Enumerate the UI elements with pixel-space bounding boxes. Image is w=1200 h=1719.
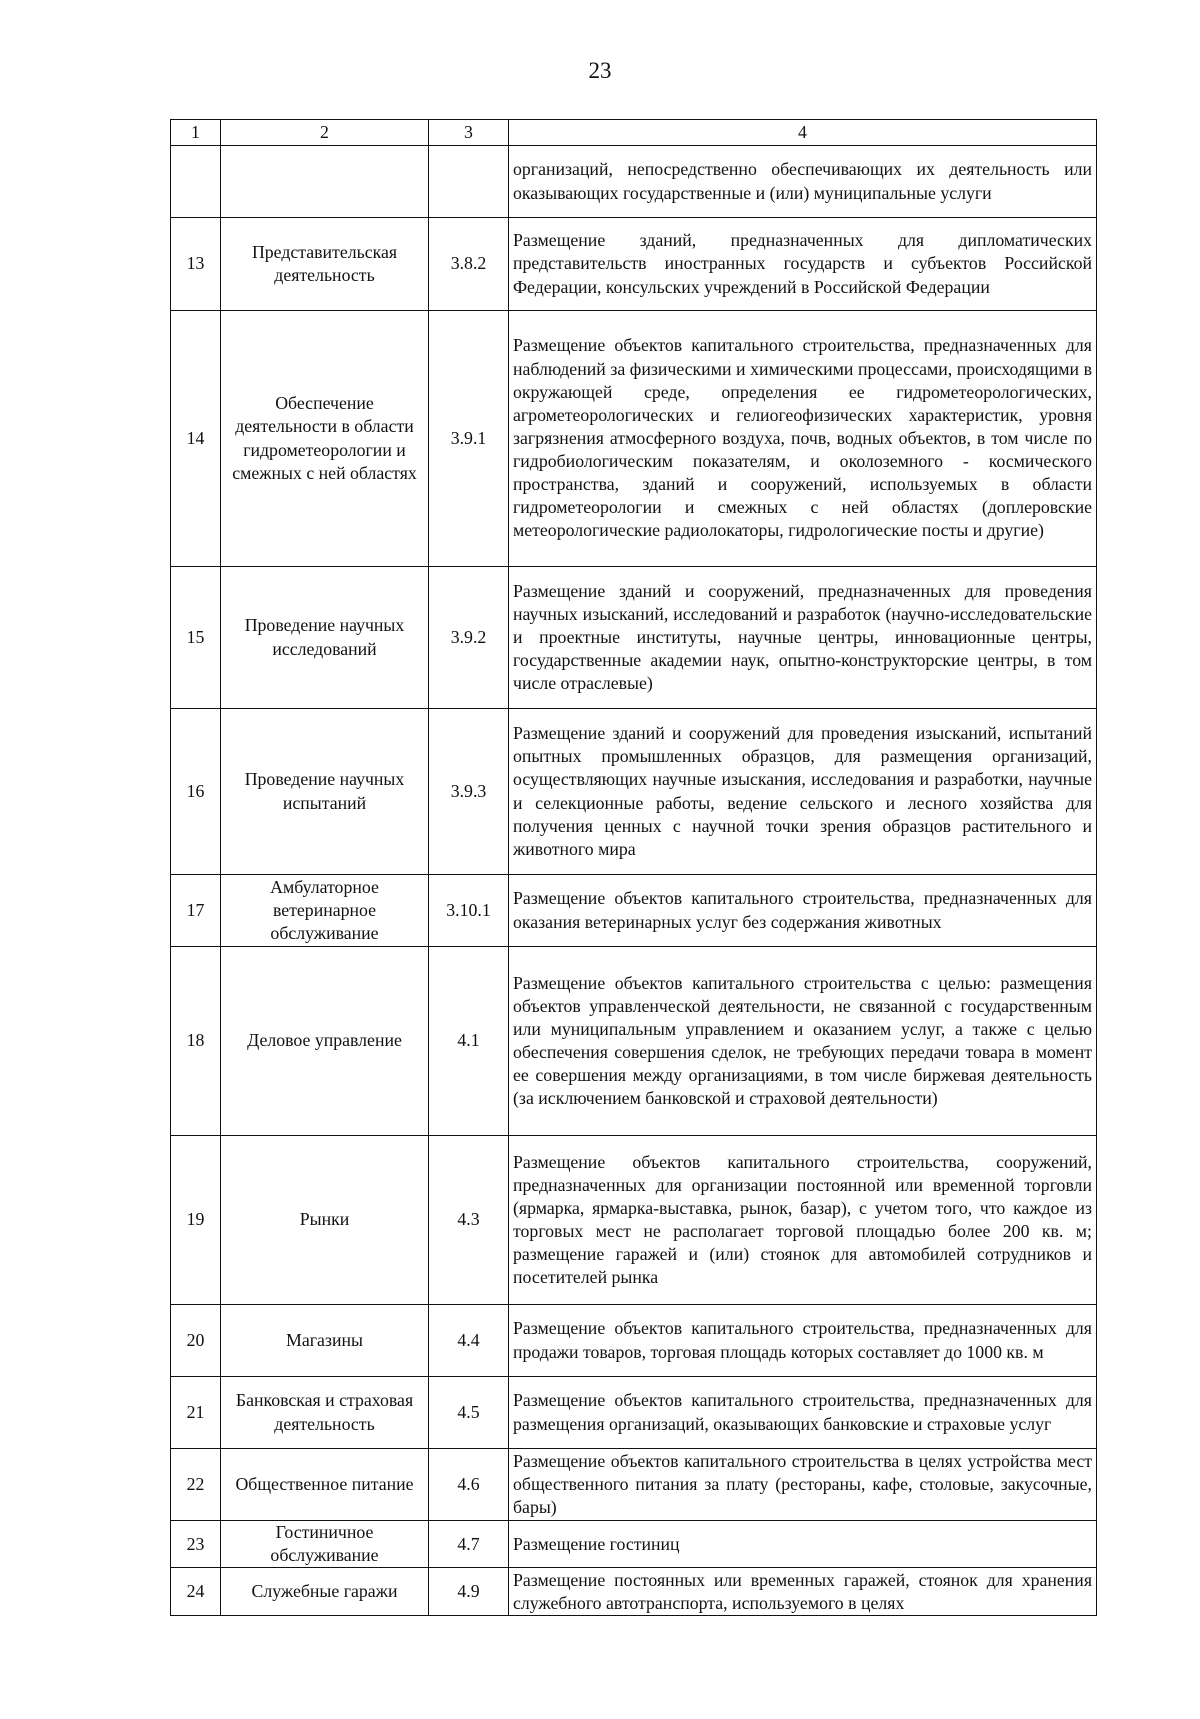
row-code: 4.6 bbox=[429, 1449, 509, 1521]
row-name: Обеспечение деятельности в области гидрометеорологии и смежных с ней областях bbox=[221, 311, 429, 567]
table-row bbox=[171, 1136, 1097, 1305]
row-code: 3.9.2 bbox=[429, 567, 509, 709]
row-name: Магазины bbox=[221, 1305, 429, 1377]
header-col-3: 3 bbox=[429, 120, 509, 146]
row-code: 4.3 bbox=[429, 1136, 509, 1305]
row-description: Размещение объектов капитального строительства, предназначенных для оказания ветеринарных услуг без содержания животных bbox=[509, 875, 1097, 947]
row-description: Размещение объектов капитального строительства с целью: размещения объектов управленческой деятельности, не связанной с государственным или муниципальным управлением и оказанием услуг, а также с целью обеспечения совершения сделок, не требующих передачи товара в момент ее совершения между организациями, в том числе биржевая деятельность (за исключением банковской и страховой деятельности) bbox=[509, 947, 1097, 1136]
row-name: Представительская деятельность bbox=[221, 218, 429, 311]
row-code: 4.4 bbox=[429, 1305, 509, 1377]
table-row bbox=[171, 1568, 1097, 1616]
land-use-table bbox=[170, 119, 1097, 1616]
row-number: 19 bbox=[171, 1136, 221, 1305]
row-code: 3.8.2 bbox=[429, 218, 509, 311]
row-code: 3.9.1 bbox=[429, 311, 509, 567]
row-name: Банковская и страховая деятельность bbox=[221, 1377, 429, 1449]
table-row bbox=[171, 875, 1097, 947]
row-code bbox=[429, 146, 509, 218]
row-description: Размещение зданий, предназначенных для дипломатических представительств иностранных государств и субъектов Российской Федерации, консульских учреждений в Российской Федерации bbox=[509, 218, 1097, 311]
header-col-4: 4 bbox=[509, 120, 1097, 146]
row-description: Размещение постоянных или временных гаражей, стоянок для хранения служебного автотранспорта, используемого в целях bbox=[509, 1568, 1097, 1616]
row-code: 4.1 bbox=[429, 947, 509, 1136]
table-row bbox=[171, 567, 1097, 709]
table-row bbox=[171, 1305, 1097, 1377]
row-name: Гостиничное обслуживание bbox=[221, 1521, 429, 1568]
row-number: 18 bbox=[171, 947, 221, 1136]
table-row bbox=[171, 1521, 1097, 1568]
row-description: организаций, непосредственно обеспечивающих их деятельность или оказывающих государственные и (или) муниципальные услуги bbox=[509, 146, 1097, 218]
row-description: Размещение объектов капитального строительства, предназначенных для продажи товаров, торговая площадь которых составляет до 1000 кв. м bbox=[509, 1305, 1097, 1377]
row-number: 16 bbox=[171, 709, 221, 875]
row-number: 22 bbox=[171, 1449, 221, 1521]
header-col-1: 1 bbox=[171, 120, 221, 146]
row-code: 3.10.1 bbox=[429, 875, 509, 947]
table-row bbox=[171, 218, 1097, 311]
row-code: 4.9 bbox=[429, 1568, 509, 1616]
row-number: 21 bbox=[171, 1377, 221, 1449]
row-description: Размещение зданий и сооружений для проведения изысканий, испытаний опытных промышленных образцов, для размещения организаций, осуществляющих научные изыскания, исследования и разработки, научные и селекционные работы, ведение сельского и лесного хозяйства для получения ценных с научной точки зрения образцов растительного и животного мира bbox=[509, 709, 1097, 875]
row-name: Проведение научных испытаний bbox=[221, 709, 429, 875]
row-number: 14 bbox=[171, 311, 221, 567]
row-number: 13 bbox=[171, 218, 221, 311]
row-name: Проведение научных исследований bbox=[221, 567, 429, 709]
row-description: Размещение зданий и сооружений, предназначенных для проведения научных изысканий, исследований и разработок (научно-исследовательские и проектные институты, научные центры, инновационные центры, государственные академии наук, опытно-конструкторские центры, в том числе отраслевые) bbox=[509, 567, 1097, 709]
table-row bbox=[171, 1449, 1097, 1521]
row-number: 17 bbox=[171, 875, 221, 947]
table-header-row bbox=[171, 120, 1097, 146]
table-row bbox=[171, 947, 1097, 1136]
row-number: 20 bbox=[171, 1305, 221, 1377]
row-code: 3.9.3 bbox=[429, 709, 509, 875]
row-code: 4.7 bbox=[429, 1521, 509, 1568]
page-number: 23 bbox=[588, 58, 612, 83]
row-description: Размещение объектов капитального строительства в целях устройства мест общественного питания за плату (рестораны, кафе, столовые, закусочные, бары) bbox=[509, 1449, 1097, 1521]
row-description: Размещение гостиниц bbox=[509, 1521, 1097, 1568]
table-row bbox=[171, 146, 1097, 218]
row-code: 4.5 bbox=[429, 1377, 509, 1449]
row-name: Деловое управление bbox=[221, 947, 429, 1136]
table-row bbox=[171, 709, 1097, 875]
row-number: 23 bbox=[171, 1521, 221, 1568]
row-number: 24 bbox=[171, 1568, 221, 1616]
table-row bbox=[171, 311, 1097, 567]
row-description: Размещение объектов капитального строительства, предназначенных для наблюдений за физическими и химическими процессами, происходящими в окружающей среде, определения ее гидрометеорологических, агрометеорологических и гелиогеофизических характеристик, уровня загрязнения атмосферного воздуха, почв, водных объектов, в том числе по гидробиологическим показателям, и околоземного - космического пространства, зданий и сооружений, используемых в области гидрометеорологии и смежных с ней областях (доплеровские метеорологические радиолокаторы, гидрологические посты и другие) bbox=[509, 311, 1097, 567]
row-name bbox=[221, 146, 429, 218]
row-description: Размещение объектов капитального строительства, сооружений, предназначенных для организации постоянной или временной торговли (ярмарка, ярмарка-выставка, рынок, базар), с учетом того, что каждое из торговых мест не располагает торговой площадью более 200 кв. м; размещение гаражей и (или) стоянок для автомобилей сотрудников и посетителей рынка bbox=[509, 1136, 1097, 1305]
table-row bbox=[171, 1377, 1097, 1449]
row-name: Рынки bbox=[221, 1136, 429, 1305]
row-name: Общественное питание bbox=[221, 1449, 429, 1521]
row-number: 15 bbox=[171, 567, 221, 709]
row-number bbox=[171, 146, 221, 218]
row-name: Служебные гаражи bbox=[221, 1568, 429, 1616]
row-name: Амбулаторное ветеринарное обслуживание bbox=[221, 875, 429, 947]
header-col-2: 2 bbox=[221, 120, 429, 146]
row-description: Размещение объектов капитального строительства, предназначенных для размещения организаций, оказывающих банковские и страховые услуг bbox=[509, 1377, 1097, 1449]
